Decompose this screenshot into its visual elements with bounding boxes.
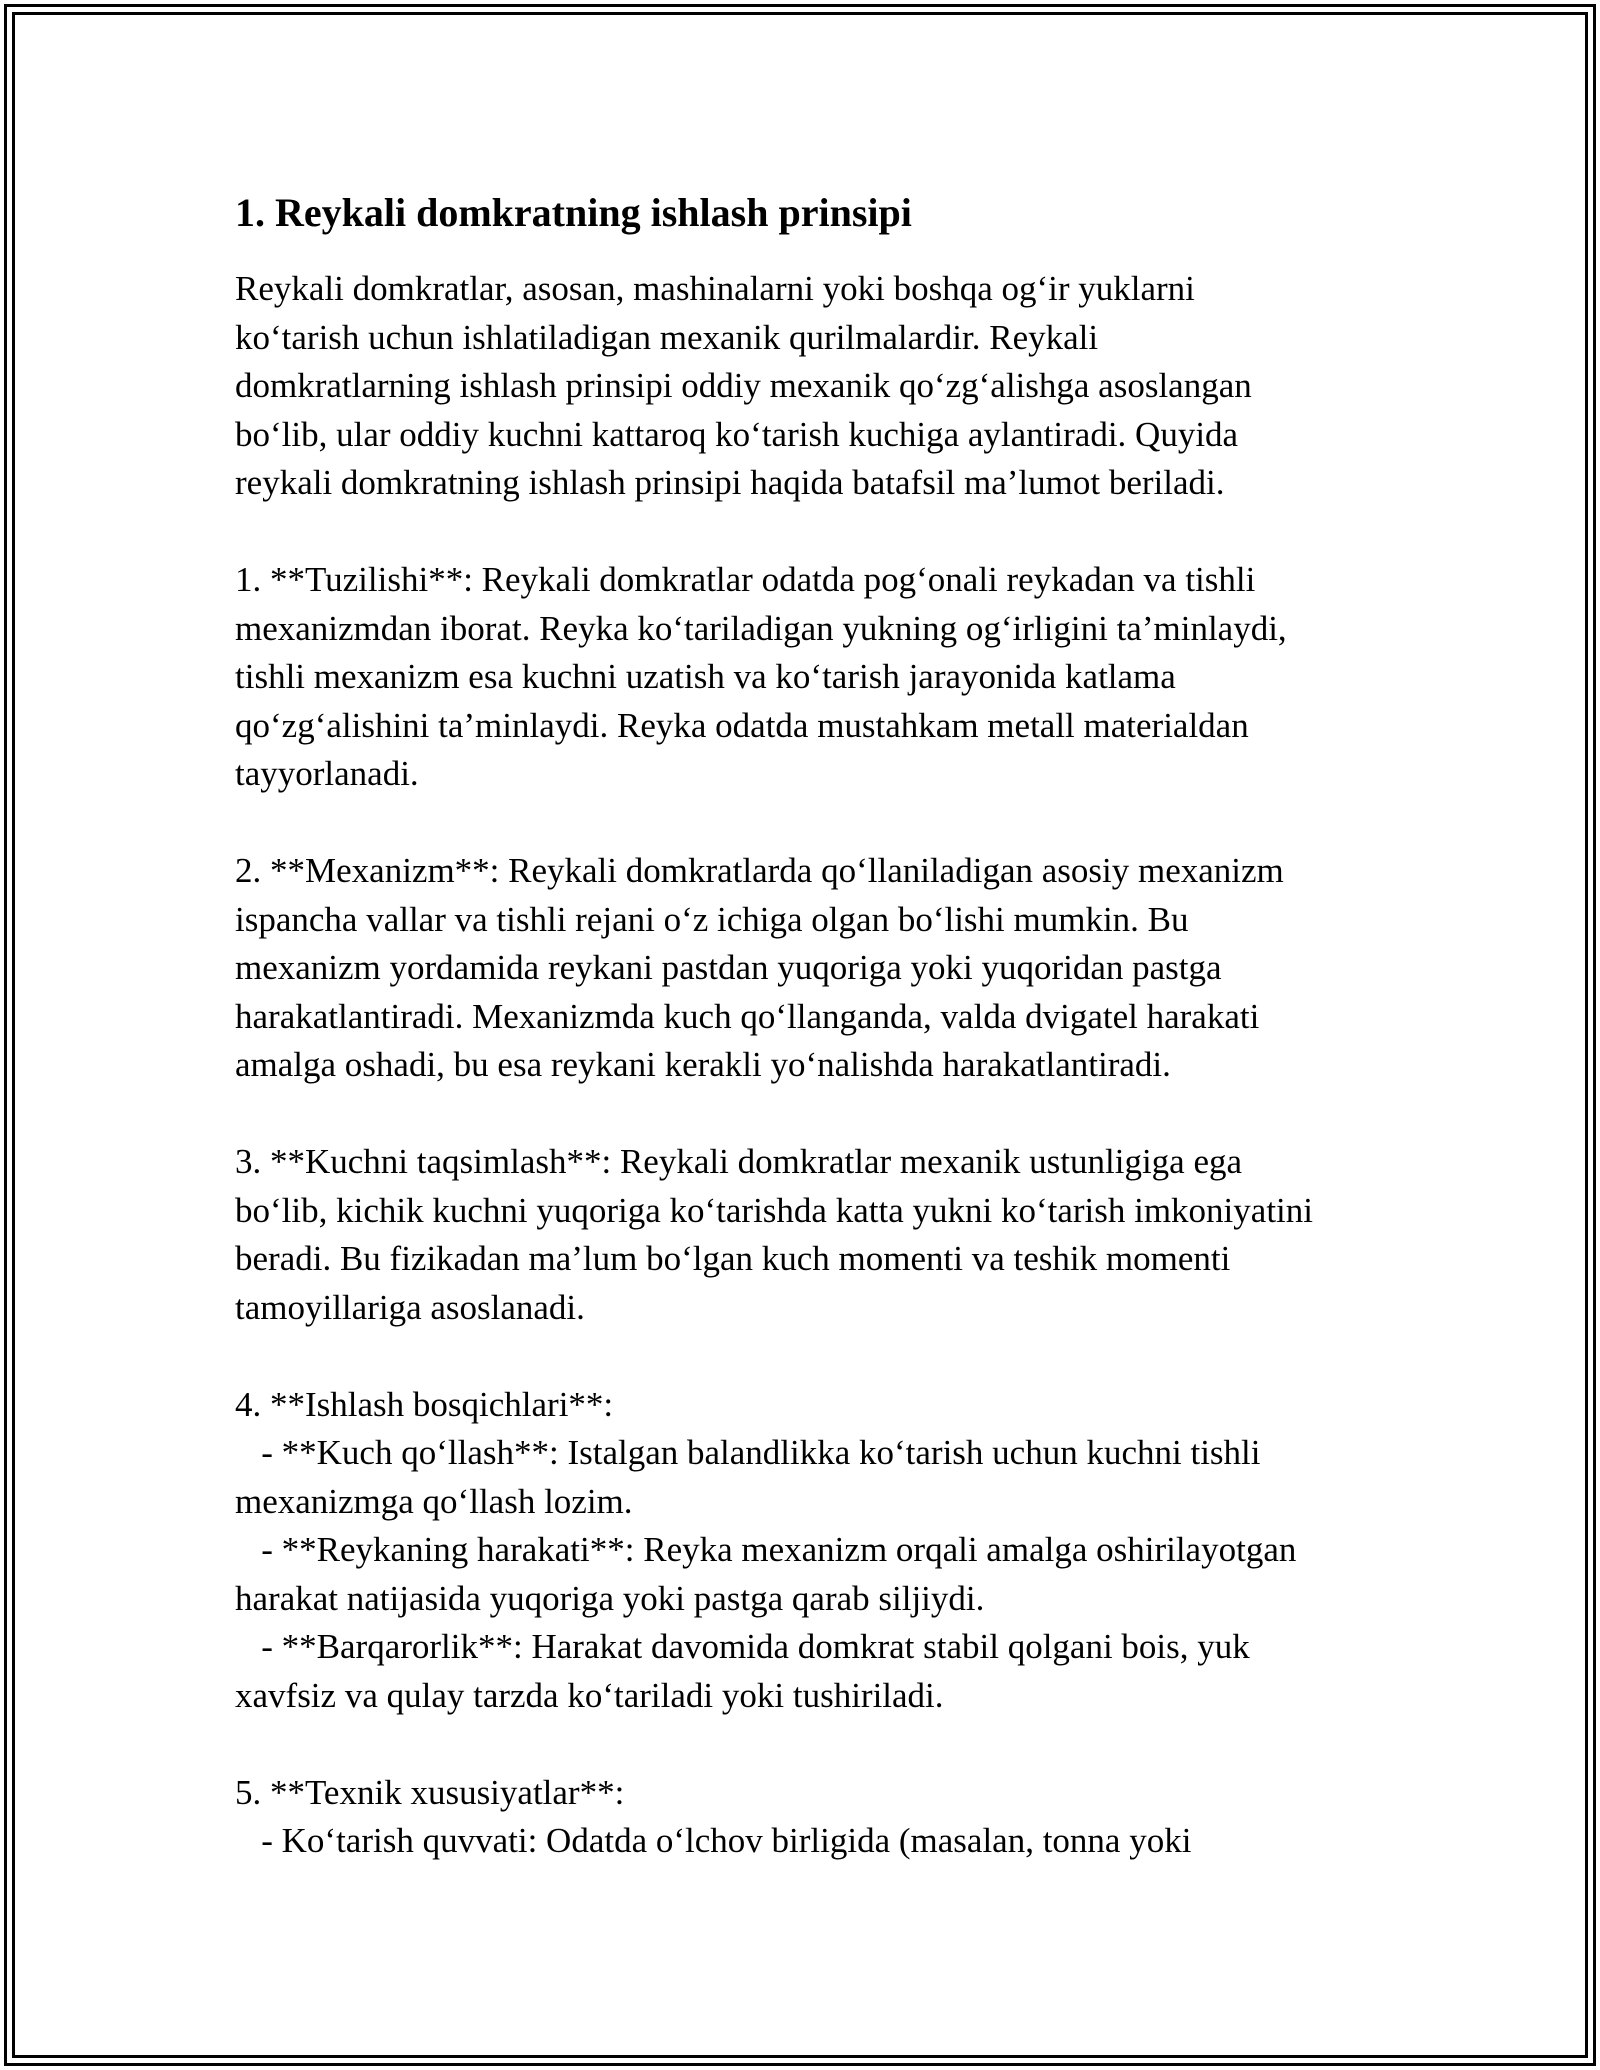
- document-title: 1. Reykali domkratning ishlash prinsipi: [235, 190, 912, 235]
- paragraph-line: beradi. Bu fizikadan ma’lum bo‘lgan kuch momenti va teshik momenti: [235, 1239, 1231, 1278]
- list-item-line: - **Kuch qo‘llash**: Istalgan balandlikka ko‘tarish uchun kuchni tishli: [235, 1433, 1261, 1472]
- paragraph-line: bo‘lib, ular oddiy kuchni kattaroq ko‘tarish kuchiga aylantiradi. Quyida: [235, 414, 1239, 454]
- section-ishlash-bosqichlari: [235, 1381, 1385, 1721]
- paragraph-line: ispancha vallar va tishli rejani o‘z ichiga olgan bo‘lishi mumkin. Bu: [235, 899, 1189, 939]
- paragraph-line: domkratlarning ishlash prinsipi oddiy mexanik qo‘zg‘alishga asoslangan: [235, 366, 1252, 405]
- paragraph-line: Reykali domkratlar, asosan, mashinalarni yoki boshqa og‘ir yuklarni: [235, 269, 1195, 308]
- paragraph-line: qo‘zg‘alishini ta’minlaydi. Reyka odatda mustahkam metall materialdan: [235, 705, 1249, 745]
- list-item-line: - **Barqarorlik**: Harakat davomida domkrat stabil qolgani bois, yuk: [235, 1627, 1250, 1666]
- list-item-line: - Ko‘tarish quvvati: Odatda o‘lchov birligida (masalan, tonna yoki: [235, 1821, 1192, 1860]
- paragraph-line: tamoyillariga asoslanadi.: [235, 1287, 585, 1327]
- paragraph-line: 3. **Kuchni taqsimlash**: Reykali domkratlar mexanik ustunligiga ega: [235, 1142, 1243, 1181]
- section-tuzilishi: [235, 556, 1385, 799]
- paragraph-line: mexanizmdan iborat. Reyka ko‘tariladigan yukning og‘irligini ta’minlaydi,: [235, 608, 1287, 648]
- section-texnik-xususiyatlar: [235, 1769, 1385, 1866]
- section-kuchni-taqsimlash: [235, 1138, 1385, 1332]
- paragraph-line: reykali domkratning ishlash prinsipi haqida batafsil ma’lumot beriladi.: [235, 463, 1225, 502]
- paragraph-line: tayyorlanadi.: [235, 754, 419, 793]
- paragraph-line: tishli mexanizm esa kuchni uzatish va ko‘tarish jarayonida katlama: [235, 657, 1176, 696]
- paragraph-line: amalga oshadi, bu esa reykani kerakli yo‘nalishda harakatlantiradi.: [235, 1045, 1171, 1084]
- intro-paragraph: [235, 265, 1385, 508]
- paragraph-line: ko‘tarish uchun ishlatiladigan mexanik qurilmalardir. Reykali: [235, 317, 1099, 357]
- paragraph-line: xavfsiz va qulay tarzda ko‘tariladi yoki tushiriladi.: [235, 1675, 944, 1715]
- document-body: [235, 185, 1385, 1914]
- paragraph-line: harakat natijasida yuqoriga yoki pastga qarab siljiydi.: [235, 1578, 985, 1618]
- paragraph-line: mexanizm yordamida reykani pastdan yuqoriga yoki yuqoridan pastga: [235, 948, 1222, 987]
- paragraph-line: 1. **Tuzilishi**: Reykali domkratlar odatda pog‘onali reykadan va tishli: [235, 560, 1256, 599]
- list-item-line: - **Reykaning harakati**: Reyka mexanizm orqali amalga oshirilayotgan: [235, 1530, 1297, 1569]
- paragraph-line: mexanizmga qo‘llash lozim.: [235, 1481, 633, 1521]
- paragraph-line: bo‘lib, kichik kuchni yuqoriga ko‘tarishda katta yukni ko‘tarish imkoniyatini: [235, 1190, 1313, 1230]
- section-mexanizm: [235, 847, 1385, 1090]
- paragraph-line: 5. **Texnik xususiyatlar**:: [235, 1772, 625, 1812]
- paragraph-line: 4. **Ishlash bosqichlari**:: [235, 1384, 614, 1424]
- paragraph-line: 2. **Mexanizm**: Reykali domkratlarda qo‘llaniladigan asosiy mexanizm: [235, 851, 1284, 890]
- paragraph-line: harakatlantiradi. Mexanizmda kuch qo‘llanganda, valda dvigatel harakati: [235, 996, 1260, 1036]
